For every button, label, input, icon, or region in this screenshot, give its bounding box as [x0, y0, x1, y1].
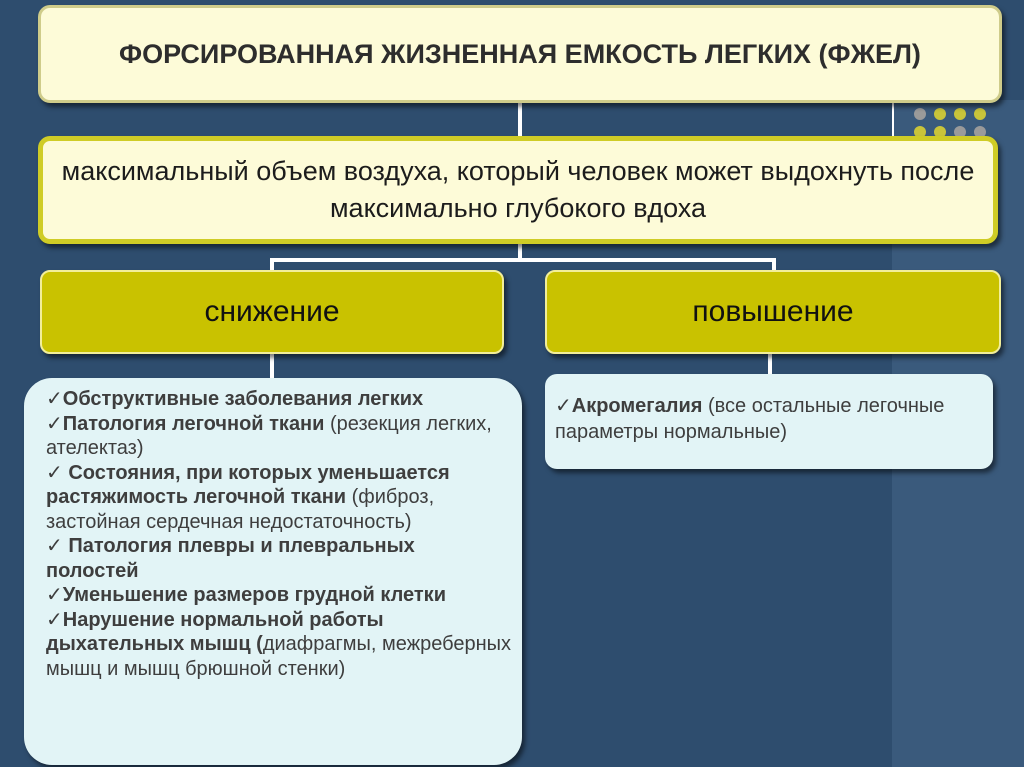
decrease-category	[40, 270, 504, 354]
list-item: ✓Уменьшение размеров грудной клетки	[46, 584, 446, 606]
list-item: ✓Патология легочной ткани (резекция легких, ателектаз)	[46, 412, 492, 459]
dot-icon	[914, 108, 926, 120]
dot-icon	[974, 108, 986, 120]
list-item: ✓Нарушение нормальной работы дыхательных мышц (диафрагмы, межреберных мышц и мышц брюшной стенки)	[46, 608, 511, 680]
check-icon: ✓	[46, 461, 69, 484]
list-item: ✓ Состояния, при которых уменьшается растяжимость легочной ткани (фиброз, застойная сердечная недостаточность)	[46, 461, 450, 533]
title-text: ФОРСИРОВАННАЯ ЖИЗНЕННАЯ ЕМКОСТЬ ЛЕГКИХ (ФЖЕЛ)	[119, 39, 921, 69]
check-icon: ✓	[46, 535, 69, 557]
increase-category	[545, 270, 1001, 354]
increase-label: повышение	[692, 295, 854, 328]
connector-title-definition	[518, 102, 522, 138]
check-icon: ✓	[46, 412, 63, 435]
decrease-list	[24, 378, 522, 765]
list-item: ✓Акромегалия (все остальные легочные параметры нормальные)	[555, 395, 945, 443]
decorative-line	[892, 100, 894, 140]
dot-icon	[954, 108, 966, 120]
decrease-label: снижение	[204, 295, 340, 328]
increase-list	[545, 374, 993, 469]
check-icon: ✓	[46, 388, 63, 410]
connector-decrease-list	[270, 352, 274, 380]
connector-branch-horizontal	[270, 258, 776, 262]
check-icon: ✓	[555, 395, 572, 417]
definition-text: максимальный объем воздуха, который человек может выдохнуть после максимально глубокого вдоха	[61, 156, 975, 223]
list-item: ✓Обструктивные заболевания легких	[46, 388, 424, 410]
dot-icon	[934, 108, 946, 120]
page-title	[38, 5, 1002, 103]
definition-box	[38, 136, 998, 244]
connector-increase-list	[768, 352, 772, 376]
check-icon: ✓	[46, 608, 63, 631]
list-item: ✓ Патология плевры и плевральных полостей	[46, 535, 415, 582]
check-icon: ✓	[46, 584, 63, 606]
